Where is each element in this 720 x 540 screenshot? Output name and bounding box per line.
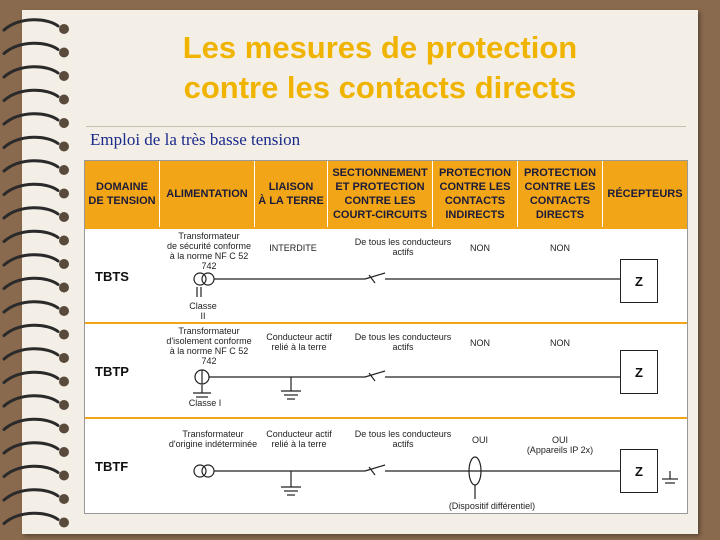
directs-text: NON <box>550 243 570 253</box>
binding-ring <box>4 161 58 171</box>
liaison-text: INTERDITE <box>269 243 317 253</box>
sectionnement-text: De tous les conducteurs actifs <box>354 332 452 352</box>
binding-hole <box>59 353 69 363</box>
liaison-text: Conducteur actif relié à la terre <box>266 429 332 449</box>
binding-hole <box>59 447 69 457</box>
binding-ring <box>4 67 58 77</box>
binding-ring <box>4 419 58 429</box>
binding-ring <box>4 349 58 359</box>
sectionnement-text: De tous les conducteurs actifs <box>354 429 452 449</box>
classe-text: Classe II <box>189 301 217 321</box>
binding-hole <box>59 259 69 269</box>
tbt-table <box>84 160 688 514</box>
binding-hole <box>59 165 69 175</box>
binding-ring <box>4 372 58 382</box>
binding-hole <box>59 189 69 199</box>
binding-hole <box>59 306 69 316</box>
binding-hole <box>59 118 69 128</box>
binding-hole <box>59 236 69 246</box>
binding-ring <box>4 255 58 265</box>
wiring-schematic <box>85 161 687 513</box>
binding-ring <box>4 278 58 288</box>
header-sectionnement: SECTIONNEMENT ET PROTECTION CONTRE LES COURT-CIRCUITS <box>332 167 428 221</box>
binding-ring <box>4 20 58 30</box>
classe-text: Classe I <box>188 398 222 408</box>
directs-text: NON <box>550 338 570 348</box>
binding-ring <box>4 231 58 241</box>
header-contacts-directs: PROTECTION CONTRE LES CONTACTS DIRECTS <box>523 167 597 221</box>
binding-ring <box>4 302 58 312</box>
slide-subtitle: Emploi de la très basse tension <box>90 130 301 149</box>
title-line-2: contre les contacts directs <box>183 70 577 105</box>
dispositif-text: (Dispositif différentiel) <box>448 501 536 511</box>
indirects-text: NON <box>470 338 490 348</box>
indirects-text: OUI <box>471 435 488 445</box>
alimentation-text: Transformateur d'origine indéterminée <box>168 429 258 449</box>
binding-hole <box>59 400 69 410</box>
header-liaison: LIAISON À LA TERRE <box>258 181 324 207</box>
recepteur-z: Z <box>620 259 658 303</box>
binding-ring <box>4 443 58 453</box>
binding-ring <box>4 513 58 523</box>
row-label: TBTS <box>95 269 129 284</box>
binding-ring <box>4 114 58 124</box>
binding-hole <box>59 424 69 434</box>
header-domaine: DOMAINE DE TENSION <box>88 181 156 207</box>
binding-ring <box>4 466 58 476</box>
binding-hole <box>59 471 69 481</box>
binding-ring <box>4 396 58 406</box>
recepteur-z: Z <box>620 350 658 394</box>
header-alimentation: ALIMENTATION <box>166 188 248 200</box>
alimentation-text: Transformateur de sécurité conforme à la norme NF C 52 742 <box>166 231 252 271</box>
binding-ring <box>4 137 58 147</box>
binding-ring <box>4 43 58 53</box>
row-label: TBTF <box>95 459 129 474</box>
row-label: TBTP <box>95 364 129 379</box>
header-contacts-indirects: PROTECTION CONTRE LES CONTACTS INDIRECTS <box>438 167 512 221</box>
binding-ring <box>4 184 58 194</box>
binding-hole <box>59 377 69 387</box>
binding-ring <box>4 208 58 218</box>
binding-ring <box>4 325 58 335</box>
binding-hole <box>59 212 69 222</box>
header-recepteurs: RÉCEPTEURS <box>607 188 683 200</box>
binding-hole <box>59 494 69 504</box>
indirects-text: NON <box>470 243 490 253</box>
title-line-1: Les mesures de protection <box>182 30 578 65</box>
recepteur-z: Z <box>620 449 658 493</box>
alimentation-text: Transformateur d'isolement conforme à la norme NF C 52 742 <box>166 326 252 366</box>
directs-text: OUI (Appareils IP 2x) <box>526 435 594 455</box>
binding-hole <box>59 142 69 152</box>
slide-title <box>60 28 700 108</box>
binding-hole <box>59 330 69 340</box>
title-divider <box>86 126 686 127</box>
binding-hole <box>59 283 69 293</box>
binding-hole <box>59 518 69 528</box>
sectionnement-text: De tous les conducteurs actifs <box>354 237 452 257</box>
binding-ring <box>4 90 58 100</box>
binding-ring <box>4 490 58 500</box>
liaison-text: Conducteur actif relié à la terre <box>266 332 332 352</box>
